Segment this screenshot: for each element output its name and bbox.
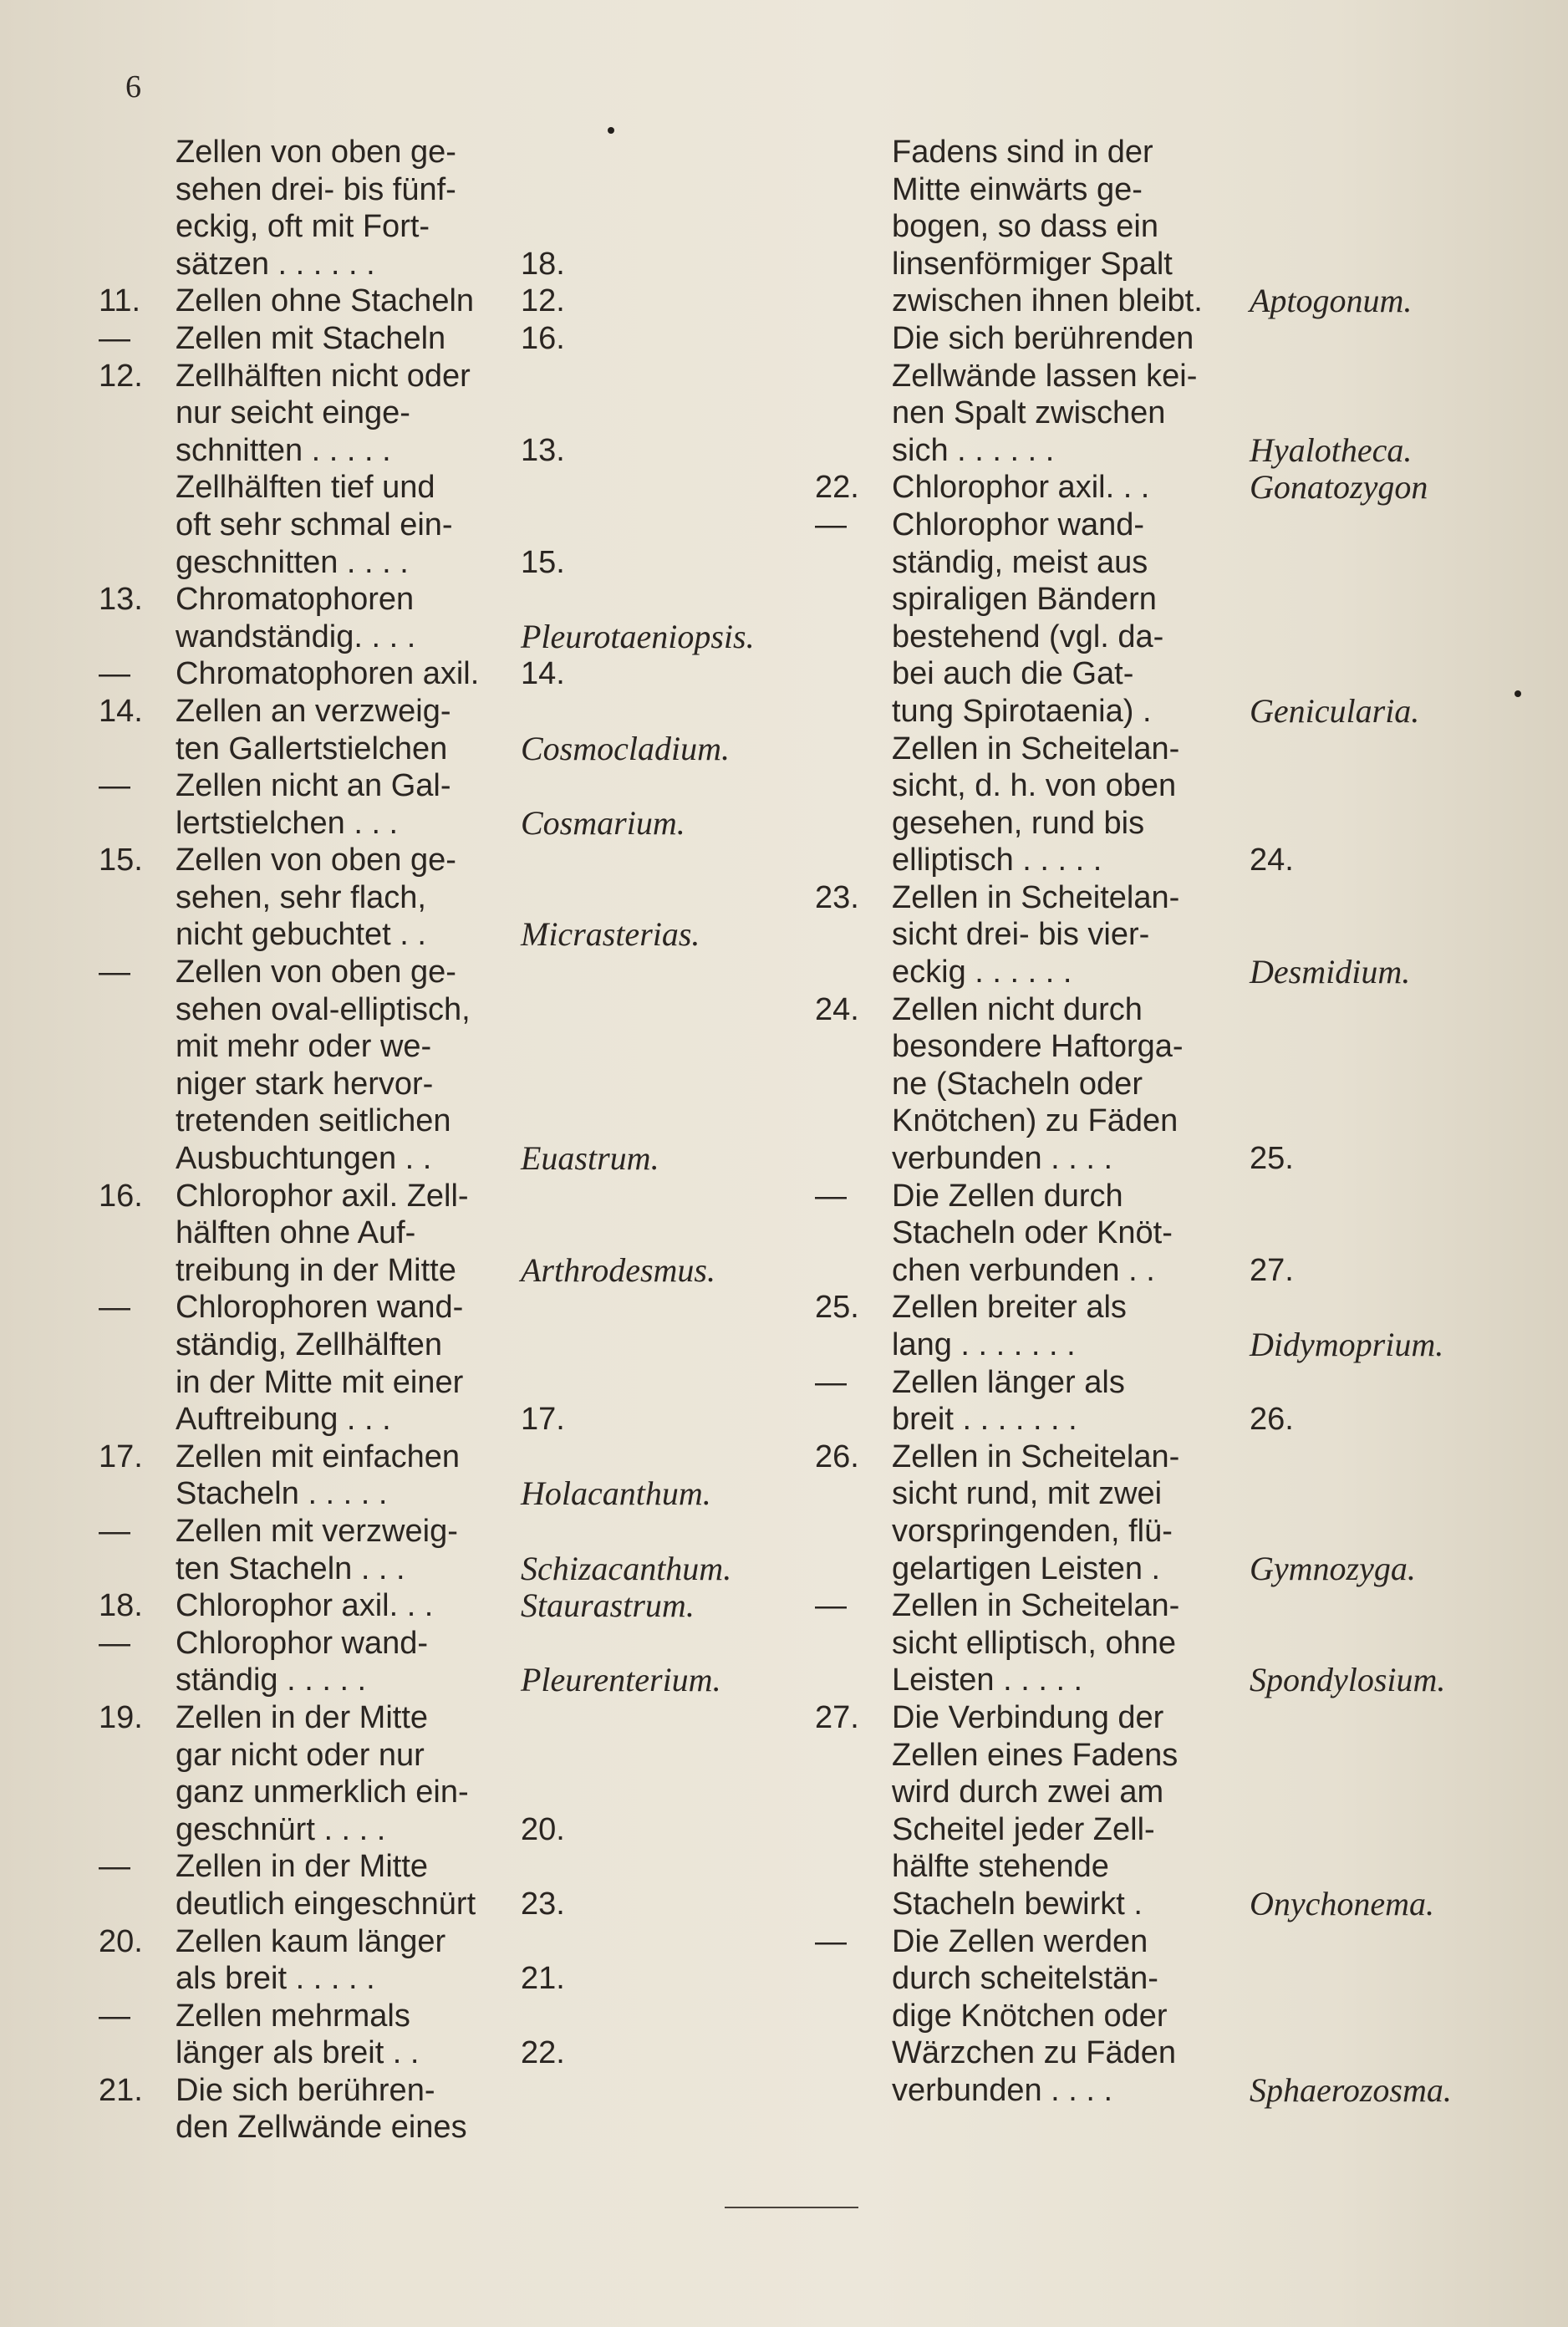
entry-text: lang . . . . . . .: [892, 1327, 1076, 1362]
entry-text: vorspringenden, flü-: [892, 1513, 1173, 1549]
cross-reference: 13.: [521, 432, 565, 468]
key-entry: [99, 320, 809, 358]
entry-text: länger als breit . .: [176, 2035, 420, 2071]
key-entry: [815, 358, 1517, 395]
key-entry: [99, 1550, 809, 1588]
genus-name: Pleurotaeniopsis.: [521, 617, 755, 655]
entry-text: sich . . . . . .: [892, 432, 1055, 468]
key-entry: [99, 1214, 809, 1252]
entry-text: Chromatophoren: [176, 582, 415, 618]
entry-text: ständig, Zellhälften: [176, 1327, 442, 1362]
key-entry: [99, 1326, 809, 1364]
genus-name: Staurastrum.: [521, 1586, 695, 1625]
entry-text: Zellen kaum länger: [176, 1923, 446, 1959]
key-entry: [99, 655, 809, 693]
entry-text: breit . . . . . . .: [892, 1402, 1077, 1438]
genus-name: Schizacanthum.: [521, 1549, 732, 1587]
key-entry: [99, 1066, 809, 1103]
entry-text: Zellen eines Fadens: [892, 1737, 1179, 1773]
entry-text: Mitte einwärts ge-: [892, 171, 1143, 207]
key-entry: [99, 246, 809, 283]
key-entry: [815, 432, 1517, 470]
entry-text: wird durch zwei am: [892, 1775, 1164, 1810]
entry-text: Zellen in Scheitelan-: [892, 731, 1180, 766]
key-entry: [99, 171, 809, 209]
key-entry: [99, 134, 809, 171]
key-entry: [815, 1737, 1517, 1775]
entry-text: sätzen . . . . . .: [176, 246, 375, 282]
entry-text: sicht, d. h. von oben: [892, 768, 1177, 804]
entry-text: Zellhälften nicht oder: [176, 358, 471, 394]
cross-reference: 20.: [521, 1811, 565, 1847]
key-entry: [815, 1662, 1517, 1699]
key-entry: [815, 767, 1517, 805]
cross-reference: 22.: [521, 2035, 565, 2071]
entry-text: Scheitel jeder Zell-: [892, 1811, 1155, 1847]
key-entry: [99, 805, 809, 843]
key-entry: [99, 1625, 809, 1663]
entry-number: —: [815, 1364, 847, 1400]
key-entry: [815, 1364, 1517, 1402]
entry-number: —: [99, 1290, 130, 1326]
entry-text: Stacheln oder Knöt-: [892, 1215, 1173, 1251]
entry-text: ständig, meist aus: [892, 544, 1148, 580]
entry-number: 11.: [99, 283, 141, 319]
entry-text: lertstielchen . . .: [176, 805, 399, 841]
entry-text: ten Stacheln . . .: [176, 1550, 405, 1586]
entry-text: Zellen von oben ge-: [176, 135, 456, 170]
key-entry: [815, 1178, 1517, 1215]
entry-text: elliptisch . . . . .: [892, 843, 1102, 878]
entry-text: Chlorophor axil. Zell-: [176, 1178, 469, 1214]
entry-text: Zellen in Scheitelan-: [892, 1588, 1180, 1624]
entry-text: Zellwände lassen kei-: [892, 358, 1198, 394]
key-entry: [99, 693, 809, 731]
key-entry: [815, 1811, 1517, 1849]
cross-reference: 18.: [521, 246, 565, 282]
entry-text: Zellen in Scheitelan-: [892, 1438, 1180, 1474]
entry-text: linsenförmiger Spalt: [892, 246, 1173, 282]
entry-text: in der Mitte mit einer: [176, 1364, 464, 1400]
key-entry: [815, 693, 1517, 731]
key-entry: [815, 1401, 1517, 1438]
key-entry: [815, 1066, 1517, 1103]
key-entry: [815, 469, 1517, 507]
entry-number: —: [815, 507, 847, 542]
entry-text: Knötchen) zu Fäden: [892, 1103, 1179, 1139]
entry-text: Chlorophor wand-: [176, 1625, 429, 1661]
key-entry: [99, 1438, 809, 1476]
entry-text: Zellen ohne Stacheln: [176, 283, 475, 319]
entry-text: verbunden . . . .: [892, 1141, 1113, 1177]
key-entry: [815, 1587, 1517, 1625]
cross-reference: 16.: [521, 320, 565, 356]
entry-text: eckig, oft mit Fort-: [176, 209, 430, 245]
key-entry: [99, 581, 809, 619]
key-entry: [99, 432, 809, 470]
genus-name: Onychonema.: [1250, 1884, 1435, 1922]
key-entry: [815, 1326, 1517, 1364]
key-entry: [99, 1998, 809, 2035]
entry-number: 26.: [815, 1438, 859, 1474]
entry-text: Die Verbindung der: [892, 1699, 1164, 1735]
key-entry: [815, 171, 1517, 209]
key-entry: [815, 842, 1517, 879]
genus-name: Micrasterias.: [521, 915, 700, 954]
entry-text: Zellen nicht durch: [892, 991, 1143, 1027]
entry-number: —: [99, 1998, 130, 2034]
cross-reference: 27.: [1250, 1252, 1294, 1288]
entry-text: ne (Stacheln oder: [892, 1066, 1143, 1102]
key-entry: [815, 507, 1517, 544]
key-entry: [815, 1848, 1517, 1886]
key-entry: [815, 731, 1517, 768]
key-entry: [99, 1848, 809, 1886]
key-entry: [815, 1774, 1517, 1811]
cross-reference: 21.: [521, 1961, 565, 1997]
entry-text: chen verbunden . .: [892, 1252, 1155, 1288]
entry-number: —: [99, 955, 130, 990]
key-entry: [99, 1028, 809, 1066]
entry-text: gar nicht oder nur: [176, 1737, 425, 1773]
key-entry: [815, 805, 1517, 843]
right-column: [815, 134, 1517, 2109]
key-entry: [99, 469, 809, 507]
key-entry: [99, 1960, 809, 1998]
key-entry: [815, 1998, 1517, 2035]
entry-number: 21.: [99, 2072, 143, 2108]
key-entry: [815, 1475, 1517, 1513]
cross-reference: 12.: [521, 283, 565, 319]
entry-text: verbunden . . . .: [892, 2072, 1113, 2108]
left-column: [99, 134, 809, 2146]
genus-name: Aptogonum.: [1250, 282, 1413, 320]
key-entry: [815, 581, 1517, 619]
key-entry: [815, 954, 1517, 991]
genus-name: Cosmarium.: [521, 803, 685, 842]
key-entry: [815, 879, 1517, 917]
key-entry: [815, 991, 1517, 1029]
key-entry: [815, 1140, 1517, 1178]
key-entry: [99, 283, 809, 320]
key-entry: [99, 954, 809, 991]
key-entry: [99, 879, 809, 917]
entry-text: ständig . . . . .: [176, 1663, 367, 1698]
key-entry: [815, 1699, 1517, 1737]
key-entry: [815, 1028, 1517, 1066]
genus-name: Pleurenterium.: [521, 1661, 721, 1699]
entry-text: oft sehr schmal ein-: [176, 507, 453, 542]
entry-text: zwischen ihnen bleibt.: [892, 283, 1203, 319]
genus-name: Euastrum.: [521, 1139, 659, 1178]
entry-text: sicht rund, mit zwei: [892, 1476, 1163, 1512]
entry-text: deutlich eingeschnürt: [176, 1886, 476, 1922]
entry-text: niger stark hervor-: [176, 1066, 434, 1102]
entry-number: —: [99, 320, 130, 356]
key-entry: [99, 1252, 809, 1290]
entry-text: Leisten . . . . .: [892, 1663, 1083, 1698]
genus-name: Sphaerozosma.: [1250, 2070, 1452, 2109]
genus-name: Desmidium.: [1250, 953, 1411, 991]
entry-number: 20.: [99, 1923, 143, 1959]
key-entry: [815, 1513, 1517, 1550]
entry-text: bogen, so dass ein: [892, 209, 1159, 245]
entry-text: Die Zellen werden: [892, 1923, 1148, 1959]
key-entry: [815, 134, 1517, 171]
entry-number: —: [99, 1513, 130, 1549]
key-entry: [815, 1214, 1517, 1252]
key-entry: [815, 2072, 1517, 2110]
key-entry: [815, 283, 1517, 320]
entry-text: Chlorophoren wand-: [176, 1290, 464, 1326]
entry-text: Zellen mit verzweig-: [176, 1513, 458, 1549]
end-rule: [725, 2207, 858, 2208]
entry-text: Stacheln . . . . .: [176, 1476, 388, 1512]
entry-number: 24.: [815, 991, 859, 1027]
genus-name: Didymoprium.: [1250, 1326, 1444, 1363]
entry-number: 25.: [815, 1290, 859, 1326]
key-entry: [99, 1401, 809, 1438]
entry-number: —: [815, 1923, 847, 1959]
entry-text: Zellen mit einfachen: [176, 1438, 461, 1474]
key-entry: [815, 655, 1517, 693]
ink-speck: [1515, 690, 1521, 697]
entry-number: —: [815, 1178, 847, 1214]
entry-number: —: [99, 656, 130, 692]
key-entry: [815, 1252, 1517, 1290]
entry-text: Zellen breiter als: [892, 1290, 1127, 1326]
key-entry: [99, 1178, 809, 1215]
entry-text: geschnürt . . . .: [176, 1811, 386, 1847]
entry-number: 27.: [815, 1699, 859, 1735]
cross-reference: 17.: [521, 1402, 565, 1438]
key-entry: [99, 842, 809, 879]
entry-text: Stacheln bewirkt .: [892, 1886, 1143, 1922]
entry-text: wandständig. . . .: [176, 619, 416, 654]
entry-text: gesehen, rund bis: [892, 805, 1145, 841]
entry-text: Fadens sind in der: [892, 135, 1153, 170]
cross-reference: 24.: [1250, 843, 1294, 878]
key-entry: [99, 2072, 809, 2110]
entry-text: Chlorophor axil. . .: [892, 470, 1150, 506]
entry-number: 13.: [99, 582, 143, 618]
genus-name: Holacanthum.: [521, 1474, 711, 1513]
genus-name: Gonatozygon: [1250, 468, 1428, 507]
key-entry: [99, 2034, 809, 2072]
entry-text: bei auch die Gat-: [892, 656, 1134, 692]
genus-name: Hyalotheca.: [1250, 430, 1413, 469]
key-entry: [815, 1550, 1517, 1588]
key-entry: [815, 320, 1517, 358]
entry-number: 15.: [99, 843, 143, 878]
entry-text: Chlorophor axil. . .: [176, 1588, 434, 1624]
entry-text: ten Gallertstielchen: [176, 731, 448, 766]
entry-text: sehen oval-elliptisch,: [176, 991, 471, 1027]
key-entry: [815, 208, 1517, 246]
genus-name: Genicularia.: [1250, 691, 1420, 730]
entry-text: dige Knötchen oder: [892, 1998, 1168, 2034]
entry-number: 14.: [99, 693, 143, 729]
entry-text: sicht elliptisch, ohne: [892, 1625, 1177, 1661]
cross-reference: 23.: [521, 1886, 565, 1922]
entry-text: Zellen in Scheitelan-: [892, 879, 1180, 915]
key-entry: [99, 1140, 809, 1178]
cross-reference: 25.: [1250, 1141, 1294, 1177]
key-entry: [99, 1364, 809, 1402]
entry-text: sehen drei- bis fünf-: [176, 171, 456, 207]
entry-text: ganz unmerklich ein-: [176, 1775, 469, 1810]
entry-number: —: [815, 1588, 847, 1624]
genus-name: Gymnozyga.: [1250, 1549, 1416, 1587]
entry-number: 23.: [815, 879, 859, 915]
entry-text: Zellen in der Mitte: [176, 1849, 429, 1885]
key-entry: [815, 1886, 1517, 1923]
key-entry: [99, 395, 809, 432]
key-entry: [99, 507, 809, 544]
entry-text: spiraligen Bändern: [892, 582, 1157, 618]
key-entry: [99, 1102, 809, 1140]
entry-text: hälfte stehende: [892, 1849, 1109, 1885]
genus-name: Cosmocladium.: [521, 729, 730, 767]
key-entry: [99, 916, 809, 954]
entry-text: mit mehr oder we-: [176, 1029, 432, 1065]
entry-number: 16.: [99, 1178, 143, 1214]
key-entry: [815, 1923, 1517, 1961]
entry-text: Zellen länger als: [892, 1364, 1125, 1400]
page-number: 6: [125, 69, 141, 104]
entry-number: —: [99, 1849, 130, 1885]
key-entry: [815, 1960, 1517, 1998]
key-entry: [815, 916, 1517, 954]
key-entry: [815, 619, 1517, 656]
entry-text: Zellen mit Stacheln: [176, 320, 446, 356]
entry-text: nen Spalt zwischen: [892, 395, 1166, 431]
entry-text: gelartigen Leisten .: [892, 1550, 1161, 1586]
key-entry: [815, 1438, 1517, 1476]
key-entry: [99, 544, 809, 582]
key-entry: [815, 1102, 1517, 1140]
entry-text: nicht gebuchtet . .: [176, 917, 426, 953]
key-entry: [99, 1587, 809, 1625]
key-entry: [99, 1774, 809, 1811]
entry-number: —: [99, 1625, 130, 1661]
entry-number: —: [99, 768, 130, 804]
key-entry: [99, 1289, 809, 1326]
entry-text: Chromatophoren axil.: [176, 656, 480, 692]
entry-text: Zellen von oben ge-: [176, 843, 456, 878]
cross-reference: 15.: [521, 544, 565, 580]
entry-text: Zellen von oben ge-: [176, 955, 456, 990]
key-entry: [99, 2109, 809, 2146]
key-entry: [99, 991, 809, 1029]
entry-text: Wärzchen zu Fäden: [892, 2035, 1177, 2071]
key-entry: [815, 395, 1517, 432]
ink-speck: [608, 127, 614, 134]
entry-text: sehen, sehr flach,: [176, 879, 426, 915]
cross-reference: 14.: [521, 656, 565, 692]
entry-text: Die sich berührenden: [892, 320, 1194, 356]
entry-text: besondere Haftorga-: [892, 1029, 1184, 1065]
key-entry: [99, 1662, 809, 1699]
entry-text: Die Zellen durch: [892, 1178, 1123, 1214]
key-entry: [815, 1625, 1517, 1663]
entry-text: nur seicht einge-: [176, 395, 410, 431]
entry-text: als breit . . . . .: [176, 1961, 375, 1997]
entry-number: 12.: [99, 358, 143, 394]
key-entry: [99, 1475, 809, 1513]
key-entry: [99, 1811, 809, 1849]
key-entry: [99, 767, 809, 805]
entry-text: Chlorophor wand-: [892, 507, 1145, 542]
entry-text: schnitten . . . . .: [176, 432, 391, 468]
key-entry: [99, 731, 809, 768]
key-entry: [815, 544, 1517, 582]
key-entry: [99, 619, 809, 656]
entry-text: tung Spirotaenia) .: [892, 693, 1152, 729]
entry-text: sicht drei- bis vier-: [892, 917, 1150, 953]
key-entry: [99, 358, 809, 395]
cross-reference: 26.: [1250, 1402, 1294, 1438]
entry-text: Zellen nicht an Gal-: [176, 768, 451, 804]
key-entry: [99, 1737, 809, 1775]
entry-number: 22.: [815, 470, 859, 506]
entry-text: hälften ohne Auf-: [176, 1215, 416, 1251]
key-entry: [99, 1513, 809, 1550]
entry-text: Auftreibung . . .: [176, 1402, 391, 1438]
key-entry: [815, 246, 1517, 283]
entry-text: durch scheitelstän-: [892, 1961, 1158, 1997]
entry-text: bestehend (vgl. da-: [892, 619, 1164, 654]
entry-text: Zellen in der Mitte: [176, 1699, 429, 1735]
key-entry: [815, 2034, 1517, 2072]
entry-text: Ausbuchtungen . .: [176, 1141, 432, 1177]
entry-number: 19.: [99, 1699, 143, 1735]
key-entry: [99, 1886, 809, 1923]
entry-text: Die sich berühren-: [176, 2072, 435, 2108]
key-entry: [99, 1923, 809, 1961]
entry-number: 18.: [99, 1588, 143, 1624]
entry-text: eckig . . . . . .: [892, 955, 1072, 990]
entry-text: Zellen an verzweig-: [176, 693, 451, 729]
entry-text: geschnitten . . . .: [176, 544, 409, 580]
entry-text: Zellhälften tief und: [176, 470, 435, 506]
key-entry: [815, 1289, 1517, 1326]
entry-text: tretenden seitlichen: [176, 1103, 451, 1139]
key-entry: [99, 208, 809, 246]
entry-text: treibung in der Mitte: [176, 1252, 456, 1288]
entry-number: 17.: [99, 1438, 143, 1474]
key-entry: [99, 1699, 809, 1737]
entry-text: Zellen mehrmals: [176, 1998, 410, 2034]
genus-name: Spondylosium.: [1250, 1661, 1446, 1699]
entry-text: den Zellwände eines: [176, 2110, 467, 2146]
genus-name: Arthrodesmus.: [521, 1250, 715, 1289]
